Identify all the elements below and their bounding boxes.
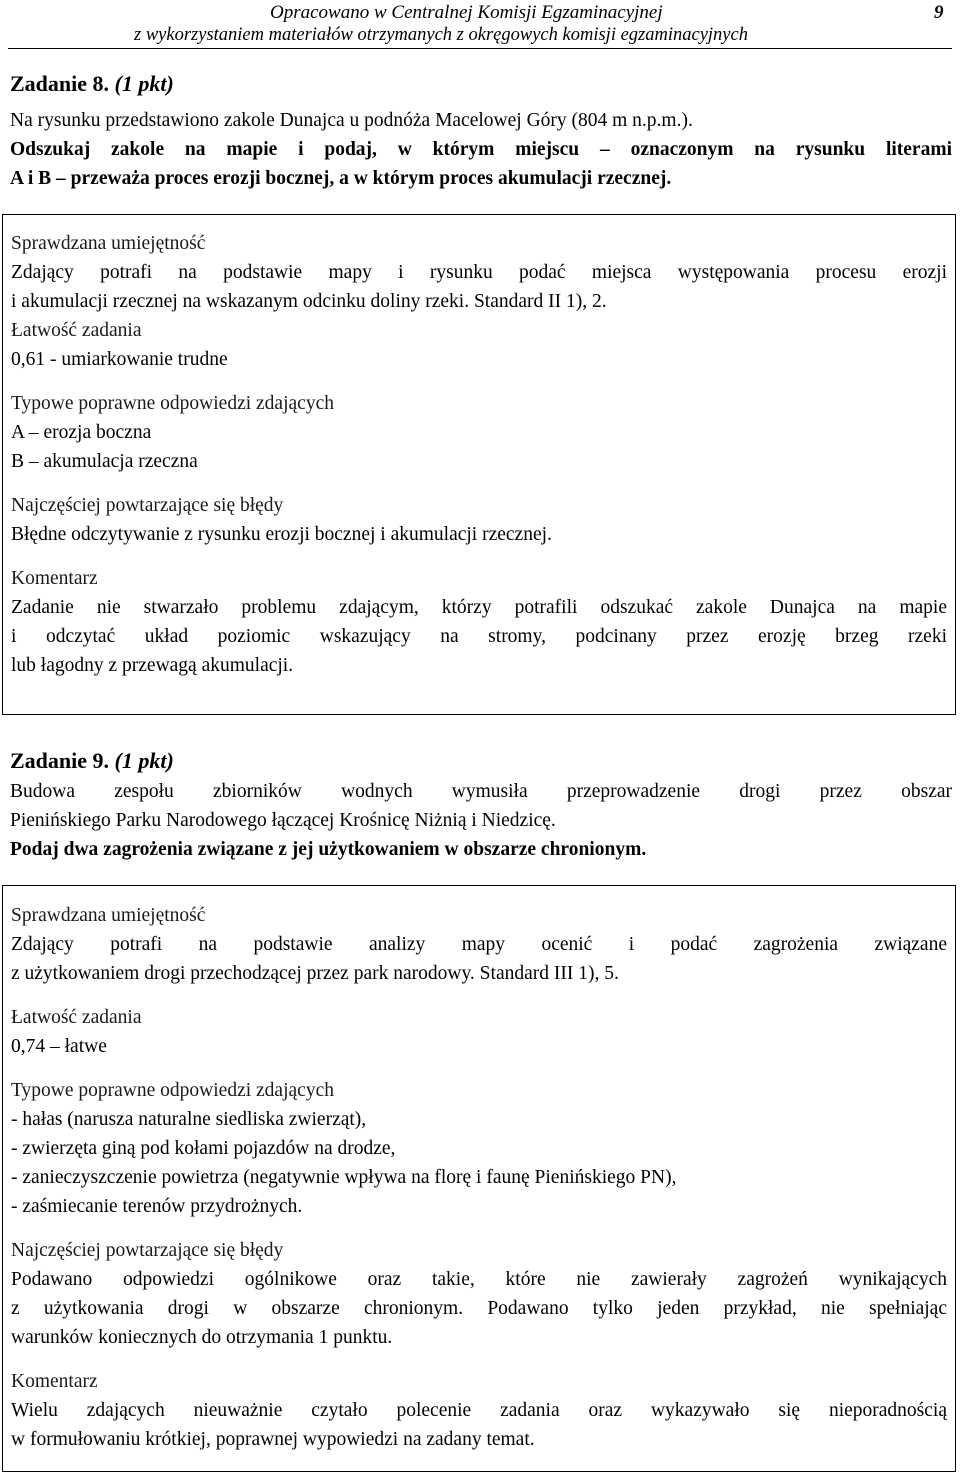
task8-skill-heading: Sprawdzana umiejętność — [11, 233, 206, 254]
task9-intro-line1: Budowa zespołu zbiorników wodnych wymusiła przeprowadzenie drogi przez obszar — [10, 781, 952, 802]
task8-ease-heading: Łatwość zadania — [11, 320, 142, 341]
task9-points: (1 pkt) — [114, 748, 174, 773]
task8-errors-text: Błędne odczytywanie z rysunku erozji bocznej i akumulacji rzecznej. — [11, 524, 552, 545]
task8-answer-a: A – erozja boczna — [11, 422, 152, 443]
task9-answer-3: - zanieczyszczenie powietrza (negatywnie wpływa na florę i faunę Pienińskiego PN), — [11, 1167, 677, 1188]
task8-comment-line2: i odczytać układ poziomic wskazujący na stromy, podcinany przez erozję brzeg rzeki — [11, 626, 947, 647]
task9-skill-line1: Zdający potrafi na podstawie analizy mapy ocenić i podać zagrożenia związane — [11, 934, 947, 955]
task9-question: Podaj dwa zagrożenia związane z jej użytkowaniem w obszarze chronionym. — [10, 839, 647, 860]
task8-question-line2: A i B – przeważa proces erozji bocznej, a w którym proces akumulacji rzecznej. — [10, 168, 672, 189]
task9-comment-line2: w formułowaniu krótkiej, poprawnej wypowiedzi na zadany temat. — [11, 1429, 535, 1450]
task8-question-line1: Odszukaj zakole na mapie i podaj, w którym miejscu – oznaczonym na rysunku literami — [10, 139, 952, 160]
task8-skill-line1: Zdający potrafi na podstawie mapy i rysunku podać miejsca występowania procesu erozji — [11, 262, 947, 283]
header-source-note: z wykorzystaniem materiałów otrzymanych z okręgowych komisji egzaminacyjnych — [134, 25, 748, 45]
task9-answer-1: - hałas (narusza naturalne siedliska zwierząt), — [11, 1109, 367, 1130]
task9-evaluation-box — [2, 885, 956, 1472]
task9-comment-heading: Komentarz — [11, 1371, 98, 1392]
header-divider — [8, 48, 952, 49]
task8-title-label: Zadanie 8. — [10, 71, 110, 96]
task8-evaluation-box — [2, 214, 956, 715]
task8-ease-value: 0,61 - umiarkowanie trudne — [11, 349, 228, 370]
task9-errors-line1: Podawano odpowiedzi ogólnikowe oraz takie, które nie zawierały zagrożeń wynikających — [11, 1269, 947, 1290]
task9-errors-line2: z użytkowania drogi w obszarze chronionym. Podawano tylko jeden przykład, nie spełniając — [11, 1298, 947, 1319]
task9-ease-heading: Łatwość zadania — [11, 1007, 142, 1028]
task9-intro-line2: Pienińskiego Parku Narodowego łączącej Krośnicę Niżnią i Niedzicę. — [10, 810, 556, 831]
task9-errors-heading: Najczęściej powtarzające się błędy — [11, 1240, 284, 1261]
page-number: 9 — [934, 2, 944, 23]
task9-skill-line2: z użytkowaniem drogi przechodzącej przez park narodowy. Standard III 1), 5. — [11, 963, 619, 984]
task8-points: (1 pkt) — [114, 71, 174, 96]
task9-comment-line1: Wielu zdających nieuważnie czytało polecenie zadania oraz wykazywało się nieporadnością — [11, 1400, 947, 1421]
task9-statement — [10, 777, 952, 864]
task8-comment-line3: lub łagodny z przewagą akumulacji. — [11, 655, 294, 676]
header-institution: Opracowano w Centralnej Komisji Egzaminacyjnej — [270, 2, 663, 23]
task9-skill-heading: Sprawdzana umiejętność — [11, 905, 206, 926]
task8-comment-heading: Komentarz — [11, 568, 98, 589]
task8-title — [10, 71, 174, 97]
task8-skill-line2: i akumulacji rzecznej na wskazanym odcinku doliny rzeki. Standard II 1), 2. — [11, 291, 607, 312]
task8-comment-line1: Zadanie nie stwarzało problemu zdającym, którzy potrafili odszukać zakole Dunajca na mapie — [11, 597, 947, 618]
task9-answers-heading: Typowe poprawne odpowiedzi zdających — [11, 1080, 334, 1101]
task8-statement — [10, 106, 952, 193]
task9-answer-2: - zwierzęta giną pod kołami pojazdów na drodze, — [11, 1138, 396, 1159]
task9-title-label: Zadanie 9. — [10, 748, 110, 773]
task8-answers-heading: Typowe poprawne odpowiedzi zdających — [11, 393, 334, 414]
task9-answer-4: - zaśmiecanie terenów przydrożnych. — [11, 1196, 303, 1217]
task8-answer-b: B – akumulacja rzeczna — [11, 451, 198, 472]
task8-errors-heading: Najczęściej powtarzające się błędy — [11, 495, 284, 516]
task8-intro: Na rysunku przedstawiono zakole Dunajca u podnóża Macelowej Góry (804 m n.p.m.). — [10, 110, 693, 131]
task9-title — [10, 748, 174, 774]
task9-ease-value: 0,74 – łatwe — [11, 1036, 107, 1057]
task9-errors-line3: warunków koniecznych do otrzymania 1 punktu. — [11, 1327, 393, 1348]
